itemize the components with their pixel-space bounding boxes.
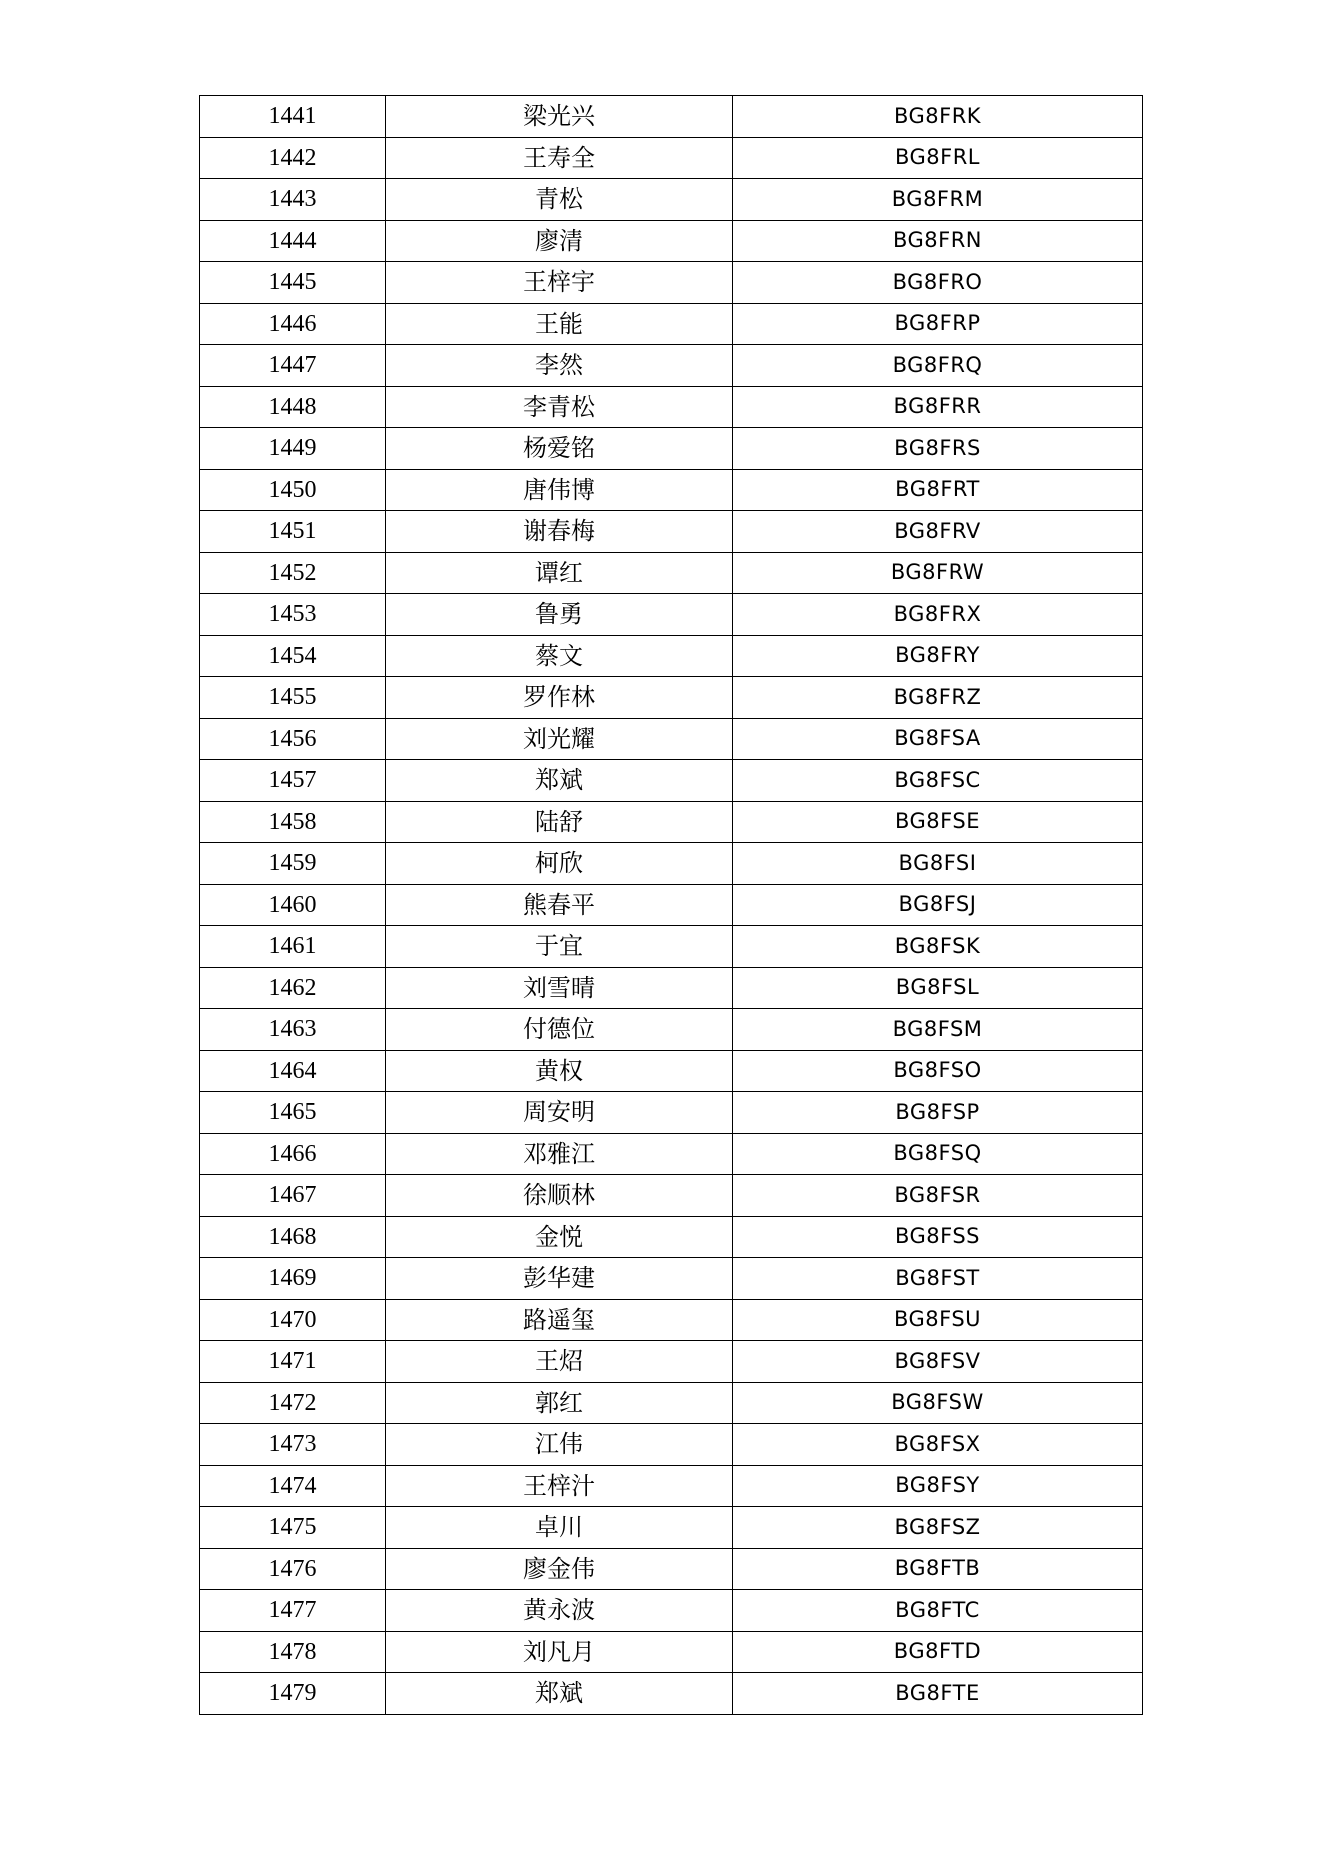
row-number-cell: 1444 [200, 220, 386, 262]
row-number-cell: 1476 [200, 1548, 386, 1590]
name-cell: 柯欣 [386, 843, 733, 885]
row-number-cell: 1453 [200, 594, 386, 636]
callsign-cell: BG8FSK [733, 926, 1143, 968]
callsign-cell: BG8FTD [733, 1631, 1143, 1673]
callsign-cell: BG8FST [733, 1258, 1143, 1300]
callsign-cell: BG8FSE [733, 801, 1143, 843]
row-number-cell: 1459 [200, 843, 386, 885]
table-row [200, 801, 1143, 843]
callsign-cell: BG8FRY [733, 635, 1143, 677]
callsign-cell: BG8FSR [733, 1175, 1143, 1217]
row-number-cell: 1447 [200, 345, 386, 387]
row-number-cell: 1469 [200, 1258, 386, 1300]
name-cell: 郑斌 [386, 760, 733, 802]
table-row [200, 677, 1143, 719]
callsign-cell: BG8FTB [733, 1548, 1143, 1590]
table-row [200, 137, 1143, 179]
callsign-cell: BG8FRM [733, 179, 1143, 221]
callsign-cell: BG8FSP [733, 1092, 1143, 1134]
callsign-cell: BG8FRQ [733, 345, 1143, 387]
table-row [200, 1590, 1143, 1632]
name-cell: 梁光兴 [386, 96, 733, 138]
table-row [200, 552, 1143, 594]
row-number-cell: 1461 [200, 926, 386, 968]
name-cell: 江伟 [386, 1424, 733, 1466]
row-number-cell: 1450 [200, 469, 386, 511]
table-row [200, 511, 1143, 553]
name-cell: 王梓汁 [386, 1465, 733, 1507]
callsign-cell: BG8FRS [733, 428, 1143, 470]
name-cell: 付德位 [386, 1009, 733, 1051]
table-row [200, 1216, 1143, 1258]
name-cell: 王寿全 [386, 137, 733, 179]
name-cell: 王炤 [386, 1341, 733, 1383]
table-row [200, 1299, 1143, 1341]
callsign-cell: BG8FSV [733, 1341, 1143, 1383]
name-cell: 廖清 [386, 220, 733, 262]
callsign-cell: BG8FSA [733, 718, 1143, 760]
name-cell: 谭红 [386, 552, 733, 594]
row-number-cell: 1451 [200, 511, 386, 553]
callsign-cell: BG8FRT [733, 469, 1143, 511]
name-cell: 于宜 [386, 926, 733, 968]
row-number-cell: 1457 [200, 760, 386, 802]
row-number-cell: 1463 [200, 1009, 386, 1051]
name-cell: 谢春梅 [386, 511, 733, 553]
name-cell: 郑斌 [386, 1673, 733, 1715]
callsign-cell: BG8FTC [733, 1590, 1143, 1632]
row-number-cell: 1458 [200, 801, 386, 843]
callsign-cell: BG8FSJ [733, 884, 1143, 926]
table-row [200, 1673, 1143, 1715]
table-row [200, 718, 1143, 760]
callsign-cell: BG8FRO [733, 262, 1143, 304]
table-row [200, 884, 1143, 926]
row-number-cell: 1465 [200, 1092, 386, 1134]
callsign-cell: BG8FSY [733, 1465, 1143, 1507]
name-cell: 刘光耀 [386, 718, 733, 760]
name-cell: 郭红 [386, 1382, 733, 1424]
row-number-cell: 1445 [200, 262, 386, 304]
name-cell: 鲁勇 [386, 594, 733, 636]
row-number-cell: 1449 [200, 428, 386, 470]
callsign-cell: BG8FRP [733, 303, 1143, 345]
table-row [200, 1631, 1143, 1673]
callsign-cell: BG8FSW [733, 1382, 1143, 1424]
callsign-cell: BG8FTE [733, 1673, 1143, 1715]
row-number-cell: 1460 [200, 884, 386, 926]
row-number-cell: 1466 [200, 1133, 386, 1175]
callsign-cell: BG8FSC [733, 760, 1143, 802]
row-number-cell: 1462 [200, 967, 386, 1009]
row-number-cell: 1442 [200, 137, 386, 179]
callsign-cell: BG8FSZ [733, 1507, 1143, 1549]
callsign-table [199, 95, 1143, 1715]
callsign-cell: BG8FSU [733, 1299, 1143, 1341]
name-cell: 罗作林 [386, 677, 733, 719]
callsign-cell: BG8FSX [733, 1424, 1143, 1466]
callsign-cell: BG8FSL [733, 967, 1143, 1009]
row-number-cell: 1456 [200, 718, 386, 760]
name-cell: 徐顺林 [386, 1175, 733, 1217]
table-row [200, 303, 1143, 345]
callsign-cell: BG8FRW [733, 552, 1143, 594]
callsign-cell: BG8FSO [733, 1050, 1143, 1092]
name-cell: 邓雅江 [386, 1133, 733, 1175]
name-cell: 李然 [386, 345, 733, 387]
table-row [200, 386, 1143, 428]
table-row [200, 843, 1143, 885]
callsign-cell: BG8FSQ [733, 1133, 1143, 1175]
callsign-cell: BG8FSS [733, 1216, 1143, 1258]
row-number-cell: 1454 [200, 635, 386, 677]
row-number-cell: 1464 [200, 1050, 386, 1092]
name-cell: 金悦 [386, 1216, 733, 1258]
name-cell: 黄永波 [386, 1590, 733, 1632]
name-cell: 卓川 [386, 1507, 733, 1549]
row-number-cell: 1468 [200, 1216, 386, 1258]
table-row [200, 926, 1143, 968]
table-body [200, 96, 1143, 1715]
table-row [200, 594, 1143, 636]
name-cell: 黄权 [386, 1050, 733, 1092]
name-cell: 王能 [386, 303, 733, 345]
callsign-cell: BG8FRV [733, 511, 1143, 553]
name-cell: 杨爱铭 [386, 428, 733, 470]
name-cell: 青松 [386, 179, 733, 221]
table-row [200, 1465, 1143, 1507]
name-cell: 彭华建 [386, 1258, 733, 1300]
table-row [200, 262, 1143, 304]
row-number-cell: 1474 [200, 1465, 386, 1507]
table-row [200, 760, 1143, 802]
row-number-cell: 1472 [200, 1382, 386, 1424]
name-cell: 唐伟博 [386, 469, 733, 511]
name-cell: 王梓宇 [386, 262, 733, 304]
row-number-cell: 1477 [200, 1590, 386, 1632]
table-row [200, 345, 1143, 387]
callsign-cell: BG8FRN [733, 220, 1143, 262]
table-row [200, 1341, 1143, 1383]
name-cell: 刘凡月 [386, 1631, 733, 1673]
table-row [200, 1258, 1143, 1300]
table-row [200, 428, 1143, 470]
table-row [200, 96, 1143, 138]
table-row [200, 1548, 1143, 1590]
name-cell: 陆舒 [386, 801, 733, 843]
row-number-cell: 1475 [200, 1507, 386, 1549]
table-row [200, 967, 1143, 1009]
row-number-cell: 1448 [200, 386, 386, 428]
callsign-cell: BG8FRX [733, 594, 1143, 636]
table-row [200, 1507, 1143, 1549]
row-number-cell: 1470 [200, 1299, 386, 1341]
table-row [200, 1009, 1143, 1051]
row-number-cell: 1446 [200, 303, 386, 345]
callsign-cell: BG8FSM [733, 1009, 1143, 1051]
table-row [200, 1133, 1143, 1175]
name-cell: 熊春平 [386, 884, 733, 926]
row-number-cell: 1452 [200, 552, 386, 594]
row-number-cell: 1473 [200, 1424, 386, 1466]
callsign-cell: BG8FRL [733, 137, 1143, 179]
table-row [200, 1092, 1143, 1134]
callsign-cell: BG8FRR [733, 386, 1143, 428]
name-cell: 周安明 [386, 1092, 733, 1134]
row-number-cell: 1455 [200, 677, 386, 719]
callsign-cell: BG8FRK [733, 96, 1143, 138]
row-number-cell: 1479 [200, 1673, 386, 1715]
callsign-cell: BG8FRZ [733, 677, 1143, 719]
name-cell: 路遥玺 [386, 1299, 733, 1341]
name-cell: 廖金伟 [386, 1548, 733, 1590]
table-row [200, 1050, 1143, 1092]
table-row [200, 469, 1143, 511]
table-row [200, 1175, 1143, 1217]
callsign-cell: BG8FSI [733, 843, 1143, 885]
table-row [200, 1424, 1143, 1466]
table-row [200, 179, 1143, 221]
row-number-cell: 1471 [200, 1341, 386, 1383]
table-row [200, 220, 1143, 262]
row-number-cell: 1467 [200, 1175, 386, 1217]
row-number-cell: 1441 [200, 96, 386, 138]
table-row [200, 635, 1143, 677]
table-row [200, 1382, 1143, 1424]
name-cell: 蔡文 [386, 635, 733, 677]
name-cell: 刘雪晴 [386, 967, 733, 1009]
row-number-cell: 1478 [200, 1631, 386, 1673]
name-cell: 李青松 [386, 386, 733, 428]
row-number-cell: 1443 [200, 179, 386, 221]
